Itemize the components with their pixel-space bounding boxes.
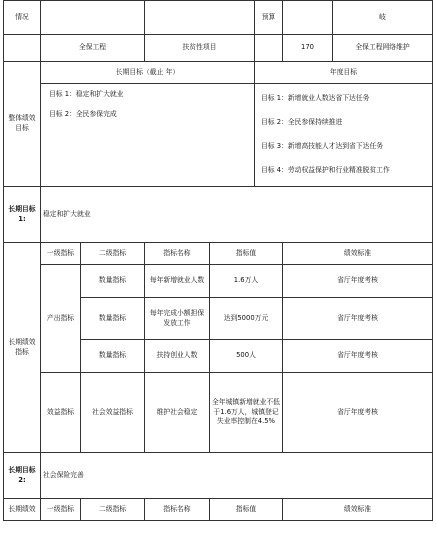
long-term-goal-item: 目标 2：全民参保完成 — [49, 109, 117, 118]
kpi-standard: 省厅年度考核 — [283, 340, 433, 373]
row2-cell — [4, 35, 41, 62]
header-cell-status: 情况 — [4, 1, 41, 35]
header-cell-blank — [145, 1, 255, 35]
kpi-value: 全年城镇新增就业不低于1.6万人，城镇登记失业率控制在4.5% — [210, 373, 283, 453]
long-term-goal-1-label: 长期目标1: — [4, 187, 41, 243]
annual-goal-item: 目标 2：全民参保持续推进 — [261, 118, 343, 127]
annual-goal-item: 目标 3：新增高技能人才达到省下达任务 — [261, 142, 384, 150]
long-term-goal-2-text: 社会保险完善 — [41, 453, 433, 499]
budget-amount-cell: 170 — [283, 35, 333, 62]
annual-goal-header: 年度目标 — [255, 62, 433, 84]
bottom-header-name: 指标名称 — [145, 499, 210, 521]
bottom-header-level2: 二级指标 — [81, 499, 145, 521]
bottom-header-level1: 一级指标 — [41, 499, 81, 521]
performance-table — [3, 0, 433, 521]
kpi-name: 扶持创业人数 — [145, 340, 210, 373]
kpi-header-level2: 二级指标 — [81, 243, 145, 265]
overall-goal-label: 整体绩效目标 — [4, 62, 41, 187]
bottom-header-standard: 绩效标准 — [283, 499, 433, 521]
long-term-goal-2-label: 长期目标2: — [4, 453, 41, 499]
kpi-name: 每年新增就业人数 — [145, 265, 210, 298]
bottom-header-value: 指标值 — [210, 499, 283, 521]
header-cell-budget: 预算 — [255, 1, 283, 35]
project-name-cell: 全保工程 — [41, 35, 145, 62]
kpi-section-label: 长期绩效指标 — [4, 243, 41, 453]
kpi-level1-output: 产出指标 — [41, 265, 81, 373]
row2-cell — [255, 35, 283, 62]
kpi-level1-benefit: 效益指标 — [41, 373, 81, 453]
kpi-level2: 社会效益指标 — [81, 373, 145, 453]
kpi-header-level1: 一级指标 — [41, 243, 81, 265]
annual-goal-item: 目标 4：劳动权益保护和行业精准脱贫工作 — [261, 165, 390, 174]
kpi-level2: 数量指标 — [81, 265, 145, 298]
kpi-name: 维护社会稳定 — [145, 373, 210, 453]
long-term-goal-list — [41, 84, 255, 187]
project-type-cell: 扶贫性项目 — [145, 35, 255, 62]
kpi-value: 1.6万人 — [210, 265, 283, 298]
kpi-standard: 省厅年度考核 — [283, 373, 433, 453]
kpi-header-value: 指标值 — [210, 243, 283, 265]
kpi-value: 达到5000万元 — [210, 298, 283, 340]
kpi-value: 500人 — [210, 340, 283, 373]
kpi-name: 每年完成小额担保发放工作 — [145, 298, 210, 340]
long-term-goal-1-text: 稳定和扩大就业 — [41, 187, 433, 243]
project-content-cell: 全保工程网络维护 — [333, 35, 433, 62]
long-term-goal-item: 目标 1：稳定和扩大就业 — [49, 90, 124, 98]
annual-goal-list — [255, 84, 433, 187]
kpi-header-standard: 绩效标准 — [283, 243, 433, 265]
header-cell-right: 岐 — [333, 1, 433, 35]
kpi-level2: 数量指标 — [81, 340, 145, 373]
kpi-standard: 省厅年度考核 — [283, 265, 433, 298]
kpi-level2: 数量指标 — [81, 298, 145, 340]
long-term-goal-header: 长期目标（截止 年） — [41, 62, 255, 84]
header-cell-blank — [283, 1, 333, 35]
header-cell-blank — [41, 1, 145, 35]
bottom-header-section: 长期绩效 — [4, 499, 41, 521]
kpi-standard: 省厅年度考核 — [283, 298, 433, 340]
kpi-header-name: 指标名称 — [145, 243, 210, 265]
annual-goal-item: 目标 1：新增就业人数达省下达任务 — [261, 94, 370, 103]
